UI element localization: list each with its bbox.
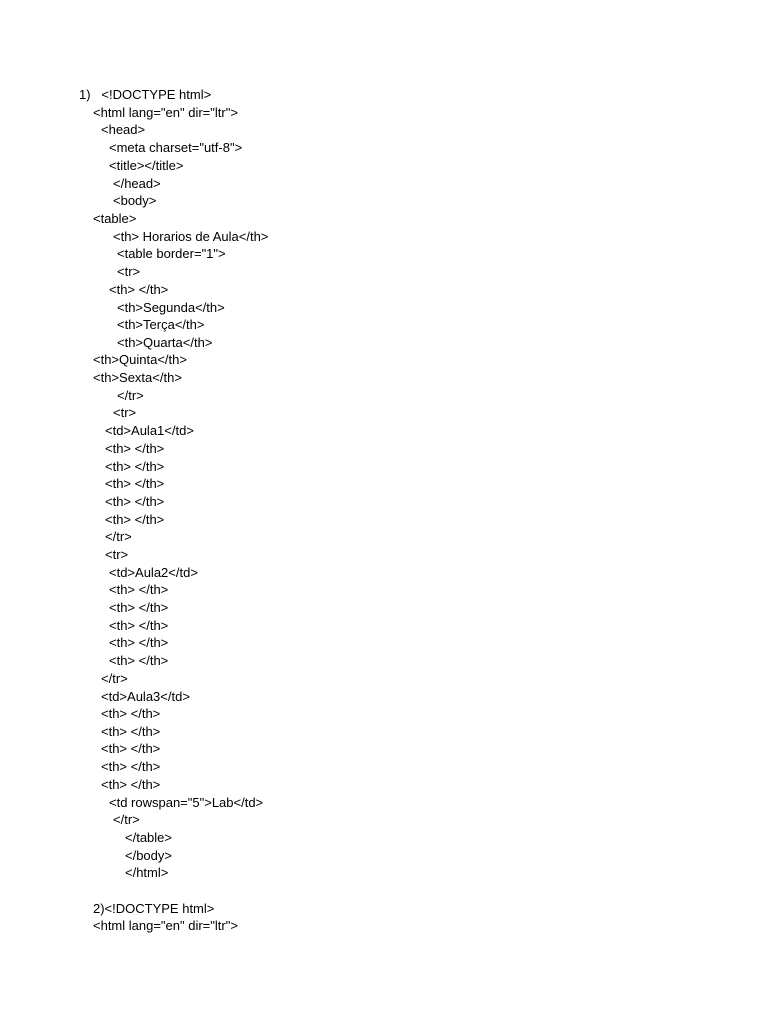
code-line: 2)<!DOCTYPE html> xyxy=(93,901,215,916)
code-line: </table> xyxy=(125,830,172,845)
code-line: <title></title> xyxy=(109,158,184,173)
code-line: <th>Quarta</th> xyxy=(117,335,213,350)
code-line: 1) <!DOCTYPE html> xyxy=(79,87,212,102)
code-line: <tr> xyxy=(113,405,137,420)
code-line: <tr> xyxy=(105,547,129,562)
code-line: <td>Aula3</td> xyxy=(101,689,190,704)
code-line: <th> </th> xyxy=(101,759,161,774)
code-line: </tr> xyxy=(113,812,140,827)
code-line: </tr> xyxy=(101,671,128,686)
code-line: <th> </th> xyxy=(109,635,169,650)
code-line: <tr> xyxy=(117,264,141,279)
code-line: <html lang="en" dir="ltr"> xyxy=(93,918,238,933)
code-line: </head> xyxy=(113,176,161,191)
code-line: <th> </th> xyxy=(101,777,161,792)
code-line: <th> </th> xyxy=(105,512,165,527)
code-line: <td>Aula2</td> xyxy=(109,565,198,580)
code-line: <table> xyxy=(93,211,137,226)
code-line: <th> </th> xyxy=(101,724,161,739)
code-line: </html> xyxy=(125,865,169,880)
code-line: <head> xyxy=(101,122,146,137)
code-line: <th> </th> xyxy=(109,282,169,297)
code-line: <th> </th> xyxy=(105,459,165,474)
code-line: <th>Sexta</th> xyxy=(93,370,182,385)
code-line: <th> </th> xyxy=(101,741,161,756)
code-line: <th>Terça</th> xyxy=(117,317,205,332)
code-line: <th> </th> xyxy=(109,600,169,615)
code-line: <table border="1"> xyxy=(117,246,226,261)
code-line: <th> </th> xyxy=(105,476,165,491)
code-line: <th> </th> xyxy=(109,618,169,633)
code-line: <th> </th> xyxy=(105,494,165,509)
code-line: </body> xyxy=(125,848,172,863)
code-line: <th>Quinta</th> xyxy=(93,352,187,367)
code-line: <th> </th> xyxy=(101,706,161,721)
code-line: <meta charset="utf-8"> xyxy=(109,140,243,155)
code-line: <td>Aula1</td> xyxy=(105,423,194,438)
code-line: <th> </th> xyxy=(105,441,165,456)
code-line: <th> Horarios de Aula</th> xyxy=(113,229,269,244)
code-line: <html lang="en" dir="ltr"> xyxy=(93,105,238,120)
code-line: </tr> xyxy=(117,388,144,403)
code-line: <body> xyxy=(113,193,157,208)
code-line: <th>Segunda</th> xyxy=(117,300,225,315)
code-line: <th> </th> xyxy=(109,582,169,597)
code-line: <td rowspan="5">Lab</td> xyxy=(109,795,264,810)
code-line: <th> </th> xyxy=(109,653,169,668)
code-line: </tr> xyxy=(105,529,132,544)
